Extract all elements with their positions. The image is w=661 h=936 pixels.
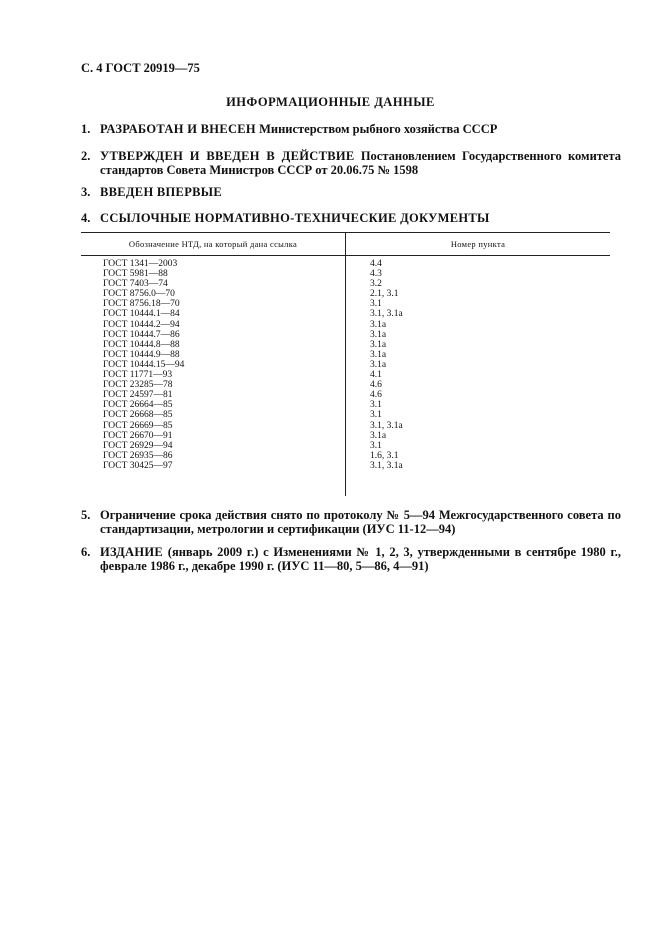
table-cell-document: ГОСТ 10444.7—86 <box>103 329 180 340</box>
item-text: Постановлением Государственного комитета стандартов Совета Министров СССР от 20.06.75 № 1598 <box>100 149 621 177</box>
table-cell-document: ГОСТ 10444.1—84 <box>103 309 180 320</box>
table-cell-document: ГОСТ 8756.0—70 <box>103 289 175 300</box>
table-column-divider <box>345 233 346 496</box>
info-item-4 <box>81 211 621 225</box>
item-text: (январь 2009 г.) с Изменениями № 1, 2, 3, утвержденными в сентябре 1980 г., феврале 1986 г., декабре 1990 г. (ИУС 11—80, 5—86, 4—91) <box>100 545 621 573</box>
table-cell-clause: 3.1, 3.1а <box>370 309 403 320</box>
table-cell-document: ГОСТ 8756.18—70 <box>103 299 180 310</box>
table-cell-clause: 3.1 <box>370 299 382 310</box>
info-item-2 <box>81 149 621 177</box>
table-header-document: Обозначение НТД, на который дана ссылка <box>128 239 298 249</box>
info-item-3 <box>81 185 621 199</box>
table-cell-clause: 3.1а <box>370 329 387 340</box>
table-cell-document: ГОСТ 5981—88 <box>103 269 168 280</box>
table-cell-clause: 3.1 <box>370 440 382 451</box>
item-number: 1. <box>81 122 91 136</box>
table-cell-document: ГОСТ 26935—86 <box>103 450 173 461</box>
table-cell-document: ГОСТ 7403—74 <box>103 279 168 290</box>
table-cell-document: ГОСТ 26664—85 <box>103 400 173 411</box>
item-number: 5. <box>81 508 91 522</box>
table-cell-document: ГОСТ 26669—85 <box>103 420 173 431</box>
table-cell-document: ГОСТ 26668—85 <box>103 410 173 421</box>
table-cell-clause: 2.1, 3.1 <box>370 289 399 300</box>
table-column-documents <box>103 259 333 471</box>
item-number: 2. <box>81 149 91 163</box>
table-header-clause: Номер пункта <box>450 239 506 249</box>
table-cell-clause: 1.6, 3.1 <box>370 450 399 461</box>
table-cell-document: ГОСТ 10444.2—94 <box>103 319 180 330</box>
item-number: 3. <box>81 185 91 199</box>
table-cell-clause: 3.1, 3.1а <box>370 420 403 431</box>
table-cell-document: ГОСТ 10444.8—88 <box>103 339 180 350</box>
table-cell-clause: 3.1а <box>370 430 387 441</box>
section-title: ИНФОРМАЦИОННЫЕ ДАННЫЕ <box>226 95 435 109</box>
table-cell-document: ГОСТ 23285—78 <box>103 380 173 391</box>
table-cell-clause: 4.6 <box>370 390 382 401</box>
table-cell-clause: 3.1а <box>370 349 387 360</box>
table-cell-clause: 4.4 <box>370 259 382 269</box>
page-header: С. 4 ГОСТ 20919—75 <box>81 61 200 75</box>
table-cell-clause: 3.2 <box>370 279 382 290</box>
table-cell-document: ГОСТ 26929—94 <box>103 440 173 451</box>
table-cell-clause: 3.1а <box>370 319 387 330</box>
table-cell-document: ГОСТ 30425—97 <box>103 460 173 471</box>
item-text: Ограничение срока действия снято по протоколу № 5—94 Межгосударственного совета по стандартизации, метрологии и сертификации (ИУС 11-12—94) <box>100 508 621 536</box>
table-cell-document: ГОСТ 1341—2003 <box>103 259 178 269</box>
info-item-5 <box>81 508 621 536</box>
table-cell-clause: 3.1 <box>370 410 382 421</box>
table-cell-clause: 3.1а <box>370 359 387 370</box>
table-cell-document: ГОСТ 10444.15—94 <box>103 359 185 370</box>
table-cell-document: ГОСТ 10444.9—88 <box>103 349 180 360</box>
item-caps: РАЗРАБОТАН И ВНЕСЕН <box>100 122 256 136</box>
item-caps: ССЫЛОЧНЫЕ НОРМАТИВНО-ТЕХНИЧЕСКИЕ ДОКУМЕНТЫ <box>100 211 490 225</box>
item-caps: ВВЕДЕН ВПЕРВЫЕ <box>100 185 222 199</box>
item-caps: УТВЕРЖДЕН И ВВЕДЕН В ДЕЙСТВИЕ <box>100 149 355 163</box>
item-caps: ИЗДАНИЕ <box>100 545 164 559</box>
table-cell-document: ГОСТ 26670—91 <box>103 430 173 441</box>
table-cell-document: ГОСТ 11771—93 <box>103 370 173 381</box>
table-cell-clause: 4.3 <box>370 269 382 280</box>
item-number: 4. <box>81 211 91 225</box>
table-column-clauses <box>370 259 590 471</box>
table-cell-clause: 4.1 <box>370 370 382 381</box>
table-cell-clause: 3.1 <box>370 400 382 411</box>
info-item-6 <box>81 545 621 573</box>
reference-table <box>81 232 610 496</box>
table-cell-clause: 4.6 <box>370 380 382 391</box>
info-item-1 <box>81 122 621 136</box>
table-cell-document: ГОСТ 24597—81 <box>103 390 173 401</box>
item-number: 6. <box>81 545 91 559</box>
table-cell-clause: 3.1а <box>370 339 387 350</box>
item-text: Министерством рыбного хозяйства СССР <box>255 122 498 136</box>
table-cell-clause: 3.1, 3.1а <box>370 460 403 471</box>
